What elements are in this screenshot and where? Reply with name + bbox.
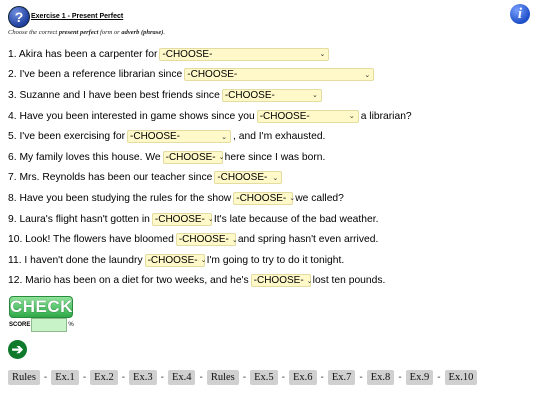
nav-separator: - — [199, 372, 203, 383]
dropdown-selected-value: -CHOOSE- — [187, 69, 238, 81]
nav-button[interactable]: Ex.9 — [406, 370, 434, 385]
next-arrow-icon[interactable]: ➔ — [8, 340, 27, 359]
nav-separator: - — [398, 372, 402, 383]
question-row — [8, 168, 533, 189]
question-text: 1. Akira has been a carpenter for — [8, 48, 158, 60]
chevron-down-icon: ⌄ — [306, 277, 313, 285]
nav-button[interactable]: Ex.8 — [367, 370, 395, 385]
nav-separator: - — [281, 372, 285, 383]
nav-button[interactable]: Ex.10 — [445, 370, 478, 385]
nav-button[interactable]: Rules — [207, 370, 239, 385]
help-icon[interactable]: ? — [8, 6, 30, 28]
question-row — [8, 85, 533, 106]
score-field — [31, 318, 67, 332]
answer-dropdown[interactable] — [176, 233, 236, 246]
dropdown-selected-value: -CHOOSE- — [130, 131, 181, 143]
chevron-down-icon: ⌄ — [221, 133, 228, 141]
chevron-down-icon: ⌄ — [231, 236, 238, 244]
chevron-down-icon: ⌄ — [289, 195, 296, 203]
chevron-down-icon: ⌄ — [311, 92, 318, 100]
question-row — [8, 188, 533, 209]
chevron-down-icon: ⌄ — [364, 71, 371, 79]
question-row — [8, 147, 533, 168]
answer-dropdown[interactable] — [214, 171, 282, 184]
answer-dropdown[interactable] — [163, 151, 223, 164]
nav-separator: - — [121, 372, 126, 383]
answer-dropdown[interactable] — [152, 213, 212, 226]
dropdown-selected-value: -CHOOSE- — [224, 89, 275, 101]
answer-dropdown[interactable] — [222, 89, 322, 102]
dropdown-selected-value: -CHOOSE- — [162, 48, 213, 60]
question-list — [8, 44, 533, 291]
nav-separator: - — [437, 372, 441, 383]
question-row — [8, 229, 533, 250]
question-text-after: a librarian? — [360, 110, 412, 122]
question-text: 10. Look! The flowers have bloomed — [8, 234, 174, 246]
score-label: SCORE — [9, 322, 31, 328]
question-text: 4. Have you been interested in game shows since you — [8, 110, 255, 122]
nav-button[interactable]: Ex.5 — [250, 370, 278, 385]
question-text-after: and spring hasn't even arrived. — [237, 234, 379, 246]
question-row — [8, 126, 533, 147]
question-text: 5. I've been exercising for — [8, 131, 126, 143]
info-icon[interactable]: i — [510, 4, 530, 24]
question-text-after: , and I'm exhausted. — [233, 131, 326, 143]
nav-button[interactable]: Ex.3 — [129, 370, 157, 385]
nav-separator: - — [82, 372, 87, 383]
question-text-after: here since I was born. — [224, 151, 326, 163]
question-text: 11. I haven't done the laundry — [8, 254, 143, 266]
chevron-down-icon: ⌄ — [207, 216, 214, 224]
chevron-down-icon: ⌄ — [272, 174, 279, 182]
nav-separator: - — [242, 372, 247, 383]
question-text-after: It's late because of the bad weather. — [213, 213, 379, 225]
nav-button[interactable]: Ex.2 — [90, 370, 118, 385]
nav-button[interactable]: Ex.6 — [289, 370, 317, 385]
question-row — [8, 106, 533, 127]
answer-dropdown[interactable] — [159, 48, 329, 61]
dropdown-selected-value: -CHOOSE- — [253, 275, 304, 287]
dropdown-selected-value: -CHOOSE- — [259, 110, 310, 122]
dropdown-selected-value: -CHOOSE- — [165, 151, 216, 163]
nav-button[interactable]: Rules — [8, 370, 40, 385]
dropdown-selected-value: -CHOOSE- — [236, 192, 287, 204]
answer-dropdown[interactable] — [184, 68, 374, 81]
dropdown-selected-value: -CHOOSE- — [217, 172, 268, 184]
dropdown-selected-value: -CHOOSE- — [154, 213, 205, 225]
question-text: 6. My family loves this house. We — [8, 151, 161, 163]
question-text: 2. I've been a reference librarian since — [8, 69, 183, 81]
answer-dropdown[interactable] — [257, 110, 359, 123]
question-text: 8. Have you been studying the rules for the show — [8, 192, 232, 204]
exercise-nav — [8, 370, 477, 385]
nav-button[interactable]: Ex.1 — [51, 370, 79, 385]
nav-separator: - — [43, 372, 48, 383]
question-row — [8, 209, 533, 230]
nav-separator: - — [320, 372, 324, 383]
nav-button[interactable]: Ex.7 — [328, 370, 356, 385]
question-text-after: I'm going to try to do it tonight. — [206, 254, 345, 266]
score-row — [9, 318, 74, 332]
chevron-down-icon: ⌄ — [218, 154, 225, 162]
answer-dropdown[interactable] — [127, 130, 231, 143]
exercise-title: Exercise 1 - Present Perfect — [31, 13, 124, 20]
question-text: 9. Laura's flight hasn't gotten in — [8, 213, 150, 225]
dropdown-selected-value: -CHOOSE- — [147, 254, 198, 266]
answer-dropdown[interactable] — [233, 192, 296, 205]
nav-button[interactable]: Ex.4 — [168, 370, 196, 385]
chevron-down-icon: ⌄ — [319, 51, 326, 59]
nav-separator: - — [160, 372, 164, 383]
question-text-after: lost ten pounds. — [312, 275, 386, 287]
question-row — [8, 250, 533, 271]
chevron-down-icon: ⌄ — [348, 113, 355, 121]
question-text: 7. Mrs. Reynolds has been our teacher since — [8, 172, 213, 184]
check-button[interactable]: CHECK — [10, 297, 73, 316]
question-text: 12. Mario has been on a diet for two weeks, and he's — [8, 275, 249, 287]
answer-dropdown[interactable] — [145, 254, 205, 267]
answer-dropdown[interactable] — [251, 274, 311, 287]
percent-sign: % — [68, 322, 74, 328]
chevron-down-icon: ⌄ — [200, 257, 207, 265]
question-row — [8, 65, 533, 86]
instructions: Choose the correct present perfect form or adverb (phrase). — [8, 29, 166, 36]
dropdown-selected-value: -CHOOSE- — [178, 234, 229, 246]
nav-separator: - — [359, 372, 363, 383]
question-text-after: we called? — [295, 192, 344, 204]
question-text: 3. Suzanne and I have been best friends since — [8, 89, 220, 101]
question-row — [8, 271, 533, 292]
question-row — [8, 44, 533, 65]
